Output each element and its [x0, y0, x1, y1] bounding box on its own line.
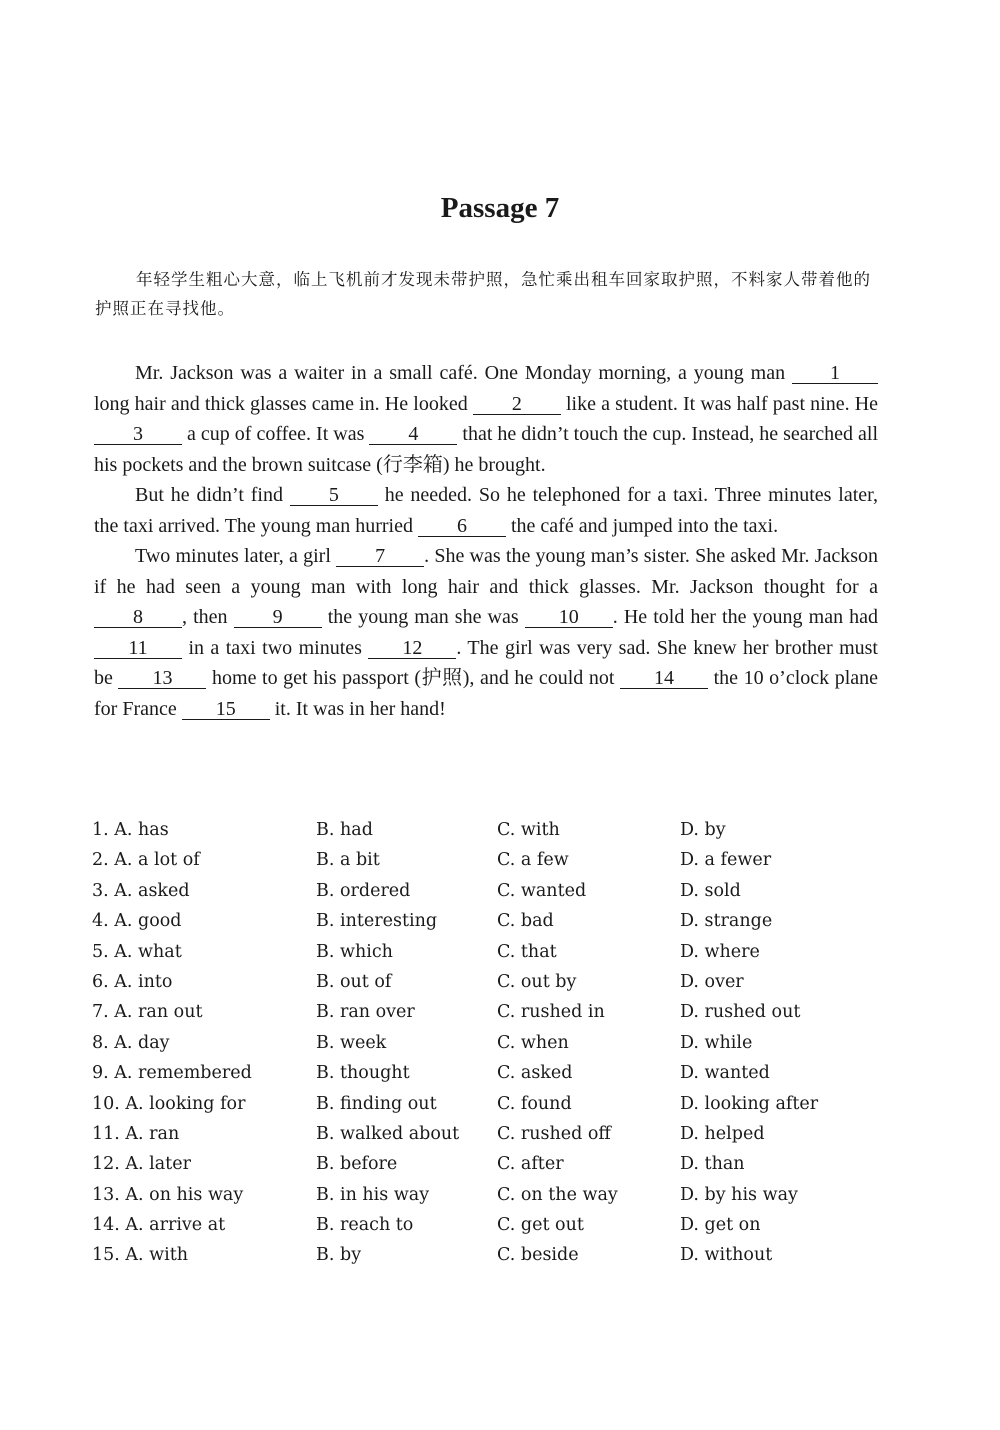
blank-6: 6 — [418, 516, 506, 537]
option-d: D. without — [680, 1245, 773, 1266]
option-c: C. asked — [497, 1063, 573, 1084]
passage-text-segment: But he didn’t find — [135, 484, 283, 506]
option-c: C. bad — [497, 911, 554, 932]
option-b: B. in his way — [316, 1184, 430, 1205]
passage-text-segment: Two minutes later, a girl — [135, 545, 331, 567]
blank-13: 13 — [118, 668, 206, 689]
passage-text-segment: the young man she was — [327, 606, 519, 628]
option-d: D. strange — [680, 911, 773, 932]
passage-paragraph-1 — [94, 358, 878, 480]
passage-paragraph-3 — [94, 541, 878, 724]
option-a: 3. A. asked — [92, 880, 190, 901]
option-a: 10. A. looking for — [92, 1093, 246, 1114]
option-d: D. over — [680, 971, 744, 992]
option-b: B. finding out — [316, 1093, 437, 1114]
passage-text-segment: Mr. Jackson was a waiter in a small café. One Monday morning, a young man — [135, 362, 786, 384]
option-a: 5. A. what — [92, 941, 182, 962]
option-b: B. ran over — [316, 1002, 415, 1023]
passage-text-segment: a cup of coffee. It was — [187, 423, 365, 445]
option-a: 8. A. day — [92, 1032, 170, 1053]
blank-8: 8 — [94, 607, 182, 628]
blank-11: 11 — [94, 638, 182, 659]
option-d: D. by his way — [680, 1184, 798, 1205]
option-b: B. by — [316, 1245, 362, 1266]
option-row — [92, 1240, 922, 1270]
option-c: C. a few — [497, 850, 569, 871]
option-c: C. beside — [497, 1245, 579, 1266]
blank-15: 15 — [182, 699, 270, 720]
option-b: B. which — [316, 941, 393, 962]
option-d: D. rushed out — [680, 1002, 801, 1023]
option-b: B. walked about — [316, 1123, 460, 1144]
passage-text-segment: . She was the young man’s sister. She asked Mr. Jackson if he had seen a young man with long hair and thick glasses. Mr. Jackson thought for a — [94, 545, 878, 598]
blank-5: 5 — [290, 485, 378, 506]
option-row — [92, 876, 922, 906]
option-row — [92, 1028, 922, 1058]
option-row — [92, 997, 922, 1027]
option-c: C. wanted — [497, 880, 587, 901]
option-row — [92, 937, 922, 967]
option-row — [92, 1089, 922, 1119]
option-c: C. on the way — [497, 1184, 618, 1205]
blank-3: 3 — [94, 424, 182, 445]
option-d: D. wanted — [680, 1063, 770, 1084]
passage-text-segment: that he didn’t touch the cup. Instead, he searched all his pockets and the brown suitcase (行李箱) he brought. — [94, 423, 879, 476]
option-row — [92, 1210, 922, 1240]
option-b: B. reach to — [316, 1215, 414, 1236]
option-a: 11. A. ran — [92, 1123, 180, 1144]
blank-9: 9 — [234, 607, 322, 628]
option-row — [92, 1180, 922, 1210]
option-c: C. rushed off — [497, 1123, 611, 1144]
option-b: B. interesting — [316, 911, 438, 932]
option-d: D. looking after — [680, 1093, 819, 1114]
option-d: D. helped — [680, 1123, 765, 1144]
blank-12: 12 — [368, 638, 456, 659]
option-d: D. than — [680, 1154, 745, 1175]
option-a: 12. A. later — [92, 1154, 191, 1175]
option-d: D. a fewer — [680, 850, 772, 871]
passage-text-segment: like a student. It was half past nine. He — [565, 392, 879, 415]
option-row — [92, 1149, 922, 1179]
blank-2: 2 — [473, 394, 561, 415]
option-b: B. before — [316, 1154, 398, 1175]
option-d: D. while — [680, 1032, 753, 1053]
passage-text-segment: home to get his passport (护照), and he could not — [212, 667, 615, 689]
blank-1: 1 — [792, 363, 878, 384]
option-row — [92, 815, 922, 845]
option-a: 14. A. arrive at — [92, 1215, 226, 1236]
option-c: C. when — [497, 1032, 569, 1053]
option-b: B. had — [316, 820, 373, 840]
blank-14: 14 — [620, 668, 708, 689]
option-a: 2. A. a lot of — [92, 850, 200, 871]
option-c: C. rushed in — [497, 1002, 605, 1023]
option-row — [92, 906, 922, 936]
answer-options — [92, 815, 922, 1271]
passage-text-segment: . He told her the young man had — [612, 606, 879, 628]
passage-text-segment: it. It was in her hand! — [274, 697, 446, 720]
option-d: D. where — [680, 941, 760, 962]
option-row — [92, 1119, 922, 1149]
option-row — [92, 845, 922, 875]
passage-text-segment: long hair and thick glasses came in. He looked — [94, 392, 468, 415]
blank-7: 7 — [336, 546, 424, 567]
option-d: D. by — [680, 820, 726, 840]
passage-text-segment: the 10 o’clock plane for France — [94, 667, 879, 720]
page-title: Passage 7 — [440, 192, 560, 224]
option-c: C. out by — [497, 971, 577, 992]
option-row — [92, 967, 922, 997]
passage-text — [94, 358, 878, 724]
option-a: 9. A. remembered — [92, 1063, 252, 1084]
blank-10: 10 — [525, 607, 613, 628]
option-a: 7. A. ran out — [92, 1002, 203, 1023]
option-a: 4. A. good — [92, 911, 182, 932]
option-c: C. after — [497, 1154, 564, 1175]
option-b: B. thought — [316, 1063, 410, 1084]
passage-text-segment: . The girl was very sad. She knew her brother must be — [94, 636, 878, 689]
option-d: D. sold — [680, 880, 741, 901]
option-b: B. a bit — [316, 850, 380, 871]
option-b: B. out of — [316, 971, 392, 992]
option-c: C. get out — [497, 1215, 584, 1236]
passage-text-segment: he needed. So he telephoned for a taxi. Three minutes later, the taxi arrived. The young man hurried — [94, 484, 879, 537]
option-a: 15. A. with — [92, 1245, 189, 1266]
passage-text-segment: the café and jumped into the taxi. — [510, 514, 779, 537]
option-b: B. week — [316, 1032, 387, 1053]
passage-paragraph-2 — [94, 480, 878, 541]
option-a: 13. A. on his way — [92, 1184, 244, 1205]
option-c: C. found — [497, 1093, 572, 1114]
option-a: 6. A. into — [92, 971, 173, 992]
blank-4: 4 — [369, 424, 457, 445]
option-d: D. get on — [680, 1215, 761, 1236]
option-c: C. with — [497, 820, 560, 840]
chinese-intro: 年轻学生粗心大意，临上飞机前才发现未带护照，急忙乘出租车回家取护照，不料家人带着他的护照正在寻找他。 — [95, 270, 871, 318]
option-row — [92, 1058, 922, 1088]
option-a: 1. A. has — [92, 820, 169, 840]
passage-text-segment: , then — [182, 606, 228, 628]
passage-text-segment: in a taxi two minutes — [188, 636, 362, 659]
option-b: B. ordered — [316, 880, 411, 901]
option-c: C. that — [497, 941, 557, 962]
